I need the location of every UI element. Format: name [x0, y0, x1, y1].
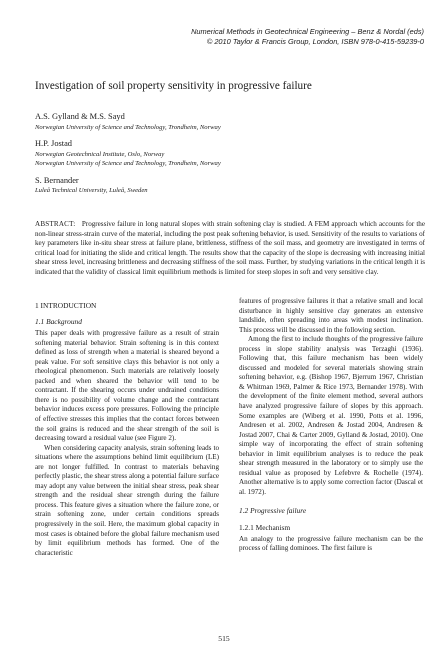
- section-heading-introduction: 1 INTRODUCTION: [35, 301, 97, 310]
- paragraph: This paper deals with progressive failure as a result of strain softening material behavior. Strain softening is in this context defined as loss of strength when a material is sheared beyond a peak value. For soft sensitive clays this behavior is not only a rheological phenomenon. Such materials are relatively loosely packed and when sheared the behavior will tend to be contractant. If the shearing occurs under undrained conditions there is no possibility of volume change and the contractant behavior induces excess pore pressures. Following the principle of effective stresses this implies that the contact forces between the soil grains is reduced and the shear strength of the soil is decreasing toward a residual value (see Figure 2).: [35, 329, 219, 443]
- paragraph: features of progressive failures it that a relative small and local disturbance in highly sensitive clay generates an extensive landslide, often spreading into areas with modest inclination. This process will be discussed in the following section.: [239, 297, 423, 334]
- author-affiliation: Norwegian Geotechnical Institute, Oslo, Norway: [35, 150, 165, 158]
- abstract-text: Progressive failure in long natural slopes with strain softening clay is studied. A FEM approach which accounts for the non-linear stress-strain curve of the material, including the post peak softening behavior, is used. Sensitivity of the results to variations of key parameters like in-situ shear stress at failure plane, brittleness, stiffness of the soil mass, and geometry are investigated in terms of critical load for initiating the slide and critical length. The results show that the capacity of the slope is decreasing with increasing initial shear stress level, increasing brittleness and decreasing stiffness of the soil mass. Further, by studying variations in the critical length it is indicated that the validity of classical limit equilibrium methods is limited for steep slopes in soft and very sensitive clay.: [35, 220, 426, 276]
- running-head-line-2: © 2010 Taylor & Francis Group, London, ISBN 978-0-415-59239-0: [206, 36, 424, 46]
- page-number: 515: [218, 634, 230, 643]
- paragraph: Among the first to include thoughts of the progressive failure process in slope stability analysis was Terzaghi (1936). Following that, this failure mechanism has been widely discussed and modeled for several materials showing strain softening behavior, e.g. (Bishop 1967, Bjerrum 1967, Christian & Whitman 1969, Palmer & Rice 1973, Bernander 1978). With the development of the finite element method, several authors have analyzed progressive failure of slopes by this approach. Some examples are (Wiberg et al. 1990, Potts et al. 1996, Andresen et al. 2002, Andresen & Jostad 2004, Andresen & Jostad 2007, Chai & Carter 2009, Gylland & Jostad, 2010). One simple way of incorporating the effect of strain softening behavior in limit equilibrium analyses is to reduce the peak shear strength measured in the laboratory or to simply use the residual value as proposed by Lefebvre & Rochelle (1974). Another alternative is to apply some correction factor (Dascal et al. 1972).: [239, 335, 423, 496]
- paper-title: Investigation of soil property sensitivity in progressive failure: [35, 80, 312, 92]
- author-affiliation: Norwegian University of Science and Technology, Trondheim, Norway: [35, 123, 221, 131]
- author-names: H.P. Jostad: [35, 139, 72, 148]
- right-column: [239, 297, 423, 554]
- subsection-heading-background: 1.1 Background: [35, 316, 82, 326]
- paragraph: When considering capacity analysis, strain softening leads to situations where the assumptions behind limit equilibrium (LE) are not longer fulfilled. In contrast to materials behaving perfectly plastic, the shear stress along a potential failure surface may adopt any value between the initial shear stress, peak shear strength and the residual shear strength during the failure process. This feature gives a situation where the failure zone, or strain softening zone, under certain conditions spreads progressively in the soil. Here, the maximum global capacity in most cases is obtained before the global failure mechanism used by limit equilibrium methods has formed. One of the characteristic: [35, 443, 219, 557]
- running-head-line-1: Numerical Methods in Geotechnical Engineering – Benz & Nordal (eds): [191, 27, 424, 36]
- author-block: [35, 176, 425, 196]
- abstract: [35, 220, 425, 278]
- abstract-label: ABSTRACT:: [35, 220, 76, 228]
- paragraph: An analogy to the progressive failure mechanism can be the process of falling dominoes. The first failure is: [239, 534, 423, 553]
- left-column: [35, 301, 219, 558]
- author-block: [35, 139, 425, 169]
- author-affiliation: Luleå Technical University, Luleå, Sweden: [35, 187, 148, 194]
- author-list: [35, 112, 425, 203]
- author-block: [35, 112, 425, 132]
- subsection-heading-mechanism: 1.2.1 Mechanism: [239, 523, 291, 533]
- author-affiliation: Norwegian University of Science and Technology, Trondheim, Norway: [35, 160, 221, 167]
- section-heading-progressive-failure: 1.2 Progressive failure: [239, 506, 307, 516]
- author-names: S. Bernander: [35, 175, 79, 185]
- running-head: [191, 27, 424, 46]
- author-names: A.S. Gylland & M.S. Sayd: [35, 112, 125, 121]
- spacer: [239, 497, 423, 506]
